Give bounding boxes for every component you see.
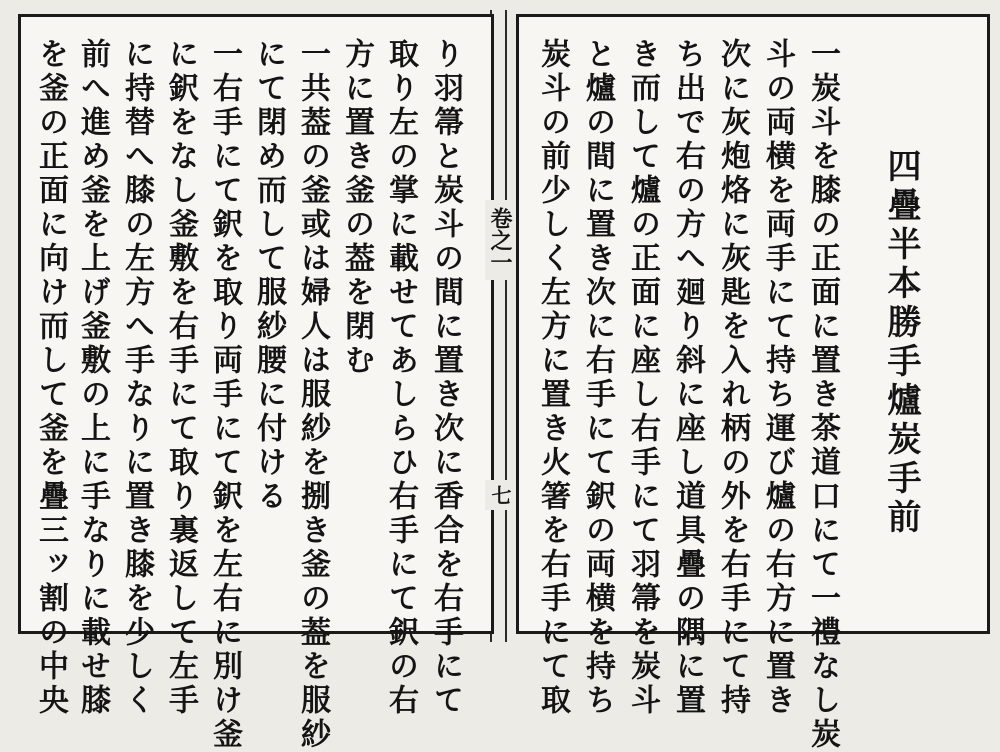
chapter-label: 卷之一 [485, 200, 515, 280]
page-number: 七 [485, 480, 515, 510]
text-column: にて閉め而して服紗腰に付ける [251, 38, 286, 514]
text-column: 斗の両横を両手にて持ち運び爐の右方に置き [760, 38, 795, 718]
gutter-rule-right [505, 10, 507, 642]
text-column: 一炭斗を膝の正面に置き茶道口にて一禮なし炭 [805, 38, 840, 752]
text-column: り羽箒と炭斗の間に置き次に香合を右手にて [428, 38, 463, 718]
text-column: を釜の正面に向け而して釜を疊三ッ割の中央 [33, 38, 68, 718]
text-column: に持替へ膝の左方へ手なりに置き膝を少しく [119, 38, 154, 718]
text-column: 次に灰炮烙に灰匙を入れ柄の外を右手にて持 [715, 38, 750, 718]
text-column: 前へ進め釜を上げ釜敷の上に手なりに載せ膝 [75, 38, 110, 718]
text-column: 一右手にて鈬を取り両手にて鈬を左右に別け釜 [207, 38, 242, 752]
text-column: 一共葢の釜或は婦人は服紗を捌き釜の葢を服紗 [295, 38, 330, 752]
page-title: 四疊半本勝手爐炭手前 [881, 148, 921, 538]
text-column: に鈬をなし釜敷を右手にて取り裏返して左手 [163, 38, 198, 718]
text-column: 炭斗の前少しく左方に置き火箸を右手にて取 [535, 38, 570, 718]
text-column: と爐の間に置き次に右手にて鈬の両横を持ち [580, 38, 615, 718]
text-column: き而して爐の正面に座し右手にて羽箒を炭斗 [625, 38, 660, 718]
text-column: 取り左の掌に載せてあしらひ右手にて鈬の右 [383, 38, 418, 718]
text-column: 方に置き釜の葢を閉む [339, 38, 374, 378]
text-column: ち出で右の方へ廻り斜に座し道具疊の隅に置 [670, 38, 705, 718]
